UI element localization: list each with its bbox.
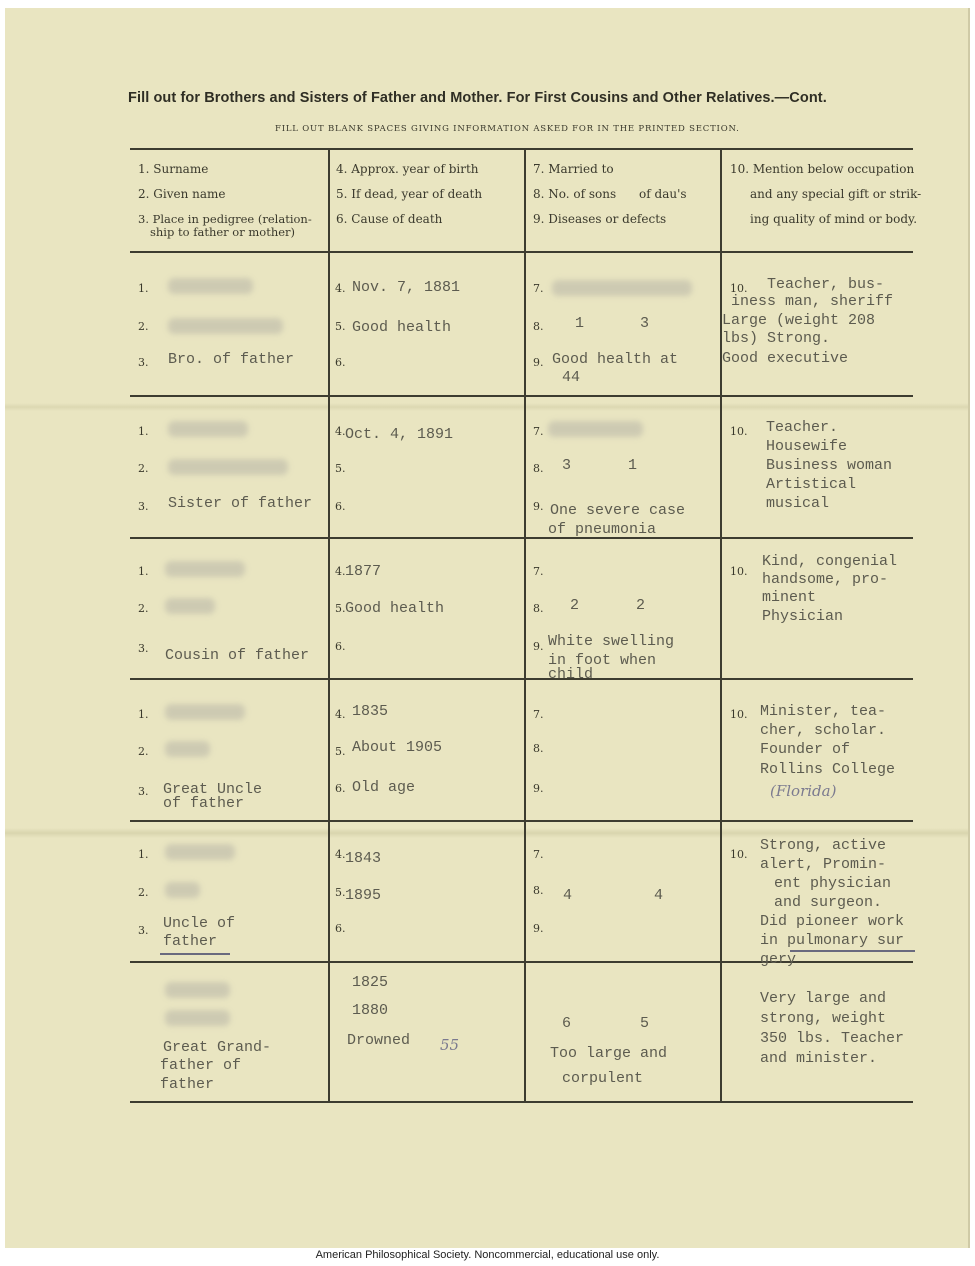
redacted-surname: [165, 844, 235, 860]
occupation-text: and minister.: [760, 1050, 878, 1067]
copyright-footer: American Philosophical Society. Noncommercial, educational use only.: [315, 1249, 660, 1261]
header-col-occupation: [730, 157, 921, 232]
relation-text: father of: [160, 1057, 242, 1074]
field-number: 6.: [335, 922, 346, 935]
field-number: 8.: [533, 462, 544, 475]
relation-text: father: [160, 1076, 215, 1093]
daus-count: 4: [654, 887, 664, 904]
occupation-text: and surgeon.: [774, 894, 883, 911]
relation-text: of father: [163, 795, 245, 812]
occupation-text: Minister, tea-: [760, 703, 887, 720]
field-number: 7.: [533, 425, 544, 438]
diseases-text: Too large and: [550, 1045, 668, 1062]
relation-text: Great Uncle: [163, 781, 263, 798]
occupation-text: 350 lbs. Teacher: [760, 1030, 905, 1047]
header-label: 3. Place in pedigree (relation-: [138, 212, 312, 226]
daus-count: 3: [640, 315, 650, 332]
field-number: 2.: [138, 886, 149, 899]
column-rule: [524, 148, 526, 1101]
field-number: 8.: [533, 742, 544, 755]
header-label: and any special gift or strik-: [750, 187, 922, 201]
header-label: 7. Married to: [533, 162, 614, 176]
field-number: 1.: [138, 282, 149, 295]
occupation-text: Physician: [762, 608, 844, 625]
redacted-given-name: [165, 598, 215, 614]
header-label: 5. If dead, year of death: [336, 187, 483, 201]
redacted-surname: [165, 704, 245, 720]
field-number: 10.: [730, 282, 748, 295]
diseases-text: child: [548, 666, 594, 683]
field-number: 6.: [335, 782, 346, 795]
field-number: 2.: [138, 745, 149, 758]
occupation-text: lbs) Strong.: [722, 330, 831, 347]
field-number: 9.: [533, 356, 544, 369]
field-number: 6.: [335, 500, 346, 513]
birth-year: 1843: [345, 850, 382, 867]
field-number: 8.: [533, 884, 544, 897]
field-number: 1.: [138, 425, 149, 438]
birth-year: 1877: [345, 563, 382, 580]
diseases-text: 44: [562, 369, 581, 386]
field-number: 10.: [730, 425, 748, 438]
occupation-text: Teacher.: [766, 419, 839, 436]
field-number: 2.: [138, 602, 149, 615]
death-year: About 1905: [352, 739, 443, 756]
table-rule: [130, 251, 913, 253]
redacted-given-name: [165, 882, 200, 898]
occupation-text: Teacher, bus-: [767, 276, 885, 293]
relation-text: Bro. of father: [168, 351, 295, 368]
field-number: 10.: [730, 708, 748, 721]
birth-year: Nov. 7, 1881: [352, 279, 461, 296]
field-number: 9.: [533, 640, 544, 653]
header-label: 2. Given name: [138, 187, 226, 201]
field-number: 5.: [335, 320, 346, 333]
field-number: 3.: [138, 356, 149, 369]
field-number: 3.: [138, 642, 149, 655]
diseases-text: One severe case: [550, 502, 686, 519]
redacted-spouse: [548, 421, 643, 437]
birth-year: Oct. 4, 1891: [345, 426, 454, 443]
header-label: 1. Surname: [138, 162, 209, 176]
field-number: 4.: [335, 282, 346, 295]
field-number: 5.: [335, 462, 346, 475]
occupation-text: Strong, active: [760, 837, 887, 854]
redacted-spouse: [552, 280, 692, 296]
cause-of-death: Old age: [352, 779, 416, 796]
field-number: 3.: [138, 924, 149, 937]
occupation-text: Very large and: [760, 990, 887, 1007]
header-col-relative: [138, 157, 312, 239]
table-rule: [130, 820, 913, 822]
occupation-text: Business woman: [766, 457, 893, 474]
occupation-text: gery: [760, 951, 797, 968]
table-rule: [130, 395, 913, 397]
field-number: 8.: [533, 320, 544, 333]
occupation-text: strong, weight: [760, 1010, 887, 1027]
death-year: Good health: [352, 319, 452, 336]
occupation-text: Housewife: [766, 438, 848, 455]
death-year: 1880: [352, 1002, 389, 1019]
field-number: 2.: [138, 320, 149, 333]
occupation-text: Large (weight 208: [722, 312, 876, 329]
field-number: 10.: [730, 848, 748, 861]
relation-text: Cousin of father: [165, 647, 310, 664]
table-rule: [130, 678, 913, 680]
field-number: 7.: [533, 565, 544, 578]
handwritten-note: 55: [440, 1036, 460, 1054]
table-rule: [130, 1101, 913, 1103]
occupation-text: Kind, congenial: [762, 553, 898, 570]
handwritten-underline: [160, 953, 230, 955]
redacted-given-name: [168, 459, 288, 475]
column-rule: [720, 148, 722, 1101]
field-number: 2.: [138, 462, 149, 475]
handwritten-underline: [790, 950, 915, 952]
field-number: 9.: [533, 500, 544, 513]
redacted-surname: [168, 278, 253, 294]
sons-count: 4: [563, 887, 573, 904]
occupation-text: musical: [766, 495, 830, 512]
field-number: 6.: [335, 640, 346, 653]
redacted-given-name: [168, 318, 283, 334]
birth-year: 1825: [352, 974, 389, 991]
field-number: 1.: [138, 565, 149, 578]
field-number: 5.: [335, 602, 346, 615]
occupation-text: handsome, pro-: [762, 571, 889, 588]
handwritten-note: (Florida): [770, 782, 837, 800]
header-col-marriage: [533, 157, 687, 232]
birth-year: 1835: [352, 703, 389, 720]
header-label: 9. Diseases or defects: [533, 212, 667, 226]
field-number: 3.: [138, 785, 149, 798]
form-subtitle: FILL OUT BLANK SPACES GIVING INFORMATION ASKED FOR IN THE PRINTED SECTION.: [275, 124, 740, 134]
occupation-text: Artistical: [766, 476, 857, 493]
redacted-surname: [165, 982, 230, 998]
field-number: 7.: [533, 282, 544, 295]
field-number: 7.: [533, 708, 544, 721]
sons-count: 1: [575, 315, 585, 332]
sons-count: 3: [562, 457, 572, 474]
field-number: 6.: [335, 356, 346, 369]
field-number: 4.: [335, 565, 346, 578]
relation-text: father: [163, 933, 218, 950]
sons-count: 2: [570, 597, 580, 614]
header-label: 8. No. of sons of dau's: [533, 187, 687, 201]
redacted-surname: [165, 561, 245, 577]
field-number: 4.: [335, 425, 346, 438]
diseases-text: Good health at: [552, 351, 679, 368]
death-year: 1895: [345, 887, 382, 904]
field-number: 9.: [533, 782, 544, 795]
relation-text: Uncle of: [163, 915, 236, 932]
header-label: 4. Approx. year of birth: [336, 162, 479, 176]
occupation-text: Did pioneer work: [760, 913, 905, 930]
field-number: 9.: [533, 922, 544, 935]
diseases-text: in foot when: [548, 652, 657, 669]
redacted-given-name: [165, 1010, 230, 1026]
header-label: 6. Cause of death: [336, 212, 443, 226]
field-number: 3.: [138, 500, 149, 513]
occupation-text: alert, Promin-: [760, 856, 887, 873]
diseases-text: corpulent: [562, 1070, 644, 1087]
field-number: 4.: [335, 708, 346, 721]
daus-count: 5: [640, 1015, 650, 1032]
occupation-text: iness man, sheriff: [731, 293, 894, 310]
field-number: 10.: [730, 565, 748, 578]
header-label: ing quality of mind or body.: [750, 212, 918, 226]
diseases-text: of pneumonia: [548, 521, 657, 538]
sons-count: 6: [562, 1015, 572, 1032]
field-number: 8.: [533, 602, 544, 615]
occupation-text: Good executive: [722, 350, 849, 367]
paper-fold: [5, 403, 968, 411]
occupation-text: ent physician: [774, 875, 892, 892]
field-number: 1.: [138, 708, 149, 721]
relation-text: Sister of father: [168, 495, 313, 512]
table-rule: [130, 537, 913, 539]
form-title: Fill out for Brothers and Sisters of Father and Mother. For First Cousins and Other Relatives.—Cont.: [128, 90, 827, 106]
occupation-text: minent: [762, 589, 817, 606]
field-number: 1.: [138, 848, 149, 861]
redacted-given-name: [165, 741, 210, 757]
death-year: Good health: [345, 600, 445, 617]
redacted-surname: [168, 421, 248, 437]
header-label: ship to father or mother): [150, 225, 296, 239]
occupation-text: in pulmonary sur: [760, 932, 905, 949]
daus-count: 1: [628, 457, 638, 474]
daus-count: 2: [636, 597, 646, 614]
diseases-text: White swelling: [548, 633, 675, 650]
column-rule: [328, 148, 330, 1101]
field-number: 7.: [533, 848, 544, 861]
header-col-dates: [336, 157, 482, 232]
field-number: 4.: [335, 848, 346, 861]
field-number: 5.: [335, 745, 346, 758]
relation-text: Great Grand-: [163, 1039, 272, 1056]
occupation-text: cher, scholar.: [760, 722, 887, 739]
table-rule: [130, 148, 913, 150]
occupation-text: Rollins College: [760, 761, 896, 778]
header-label: 10. Mention below occupation: [730, 162, 915, 176]
field-number: 5.: [335, 886, 346, 899]
occupation-text: Founder of: [760, 741, 851, 758]
cause-of-death: Drowned: [347, 1032, 411, 1049]
